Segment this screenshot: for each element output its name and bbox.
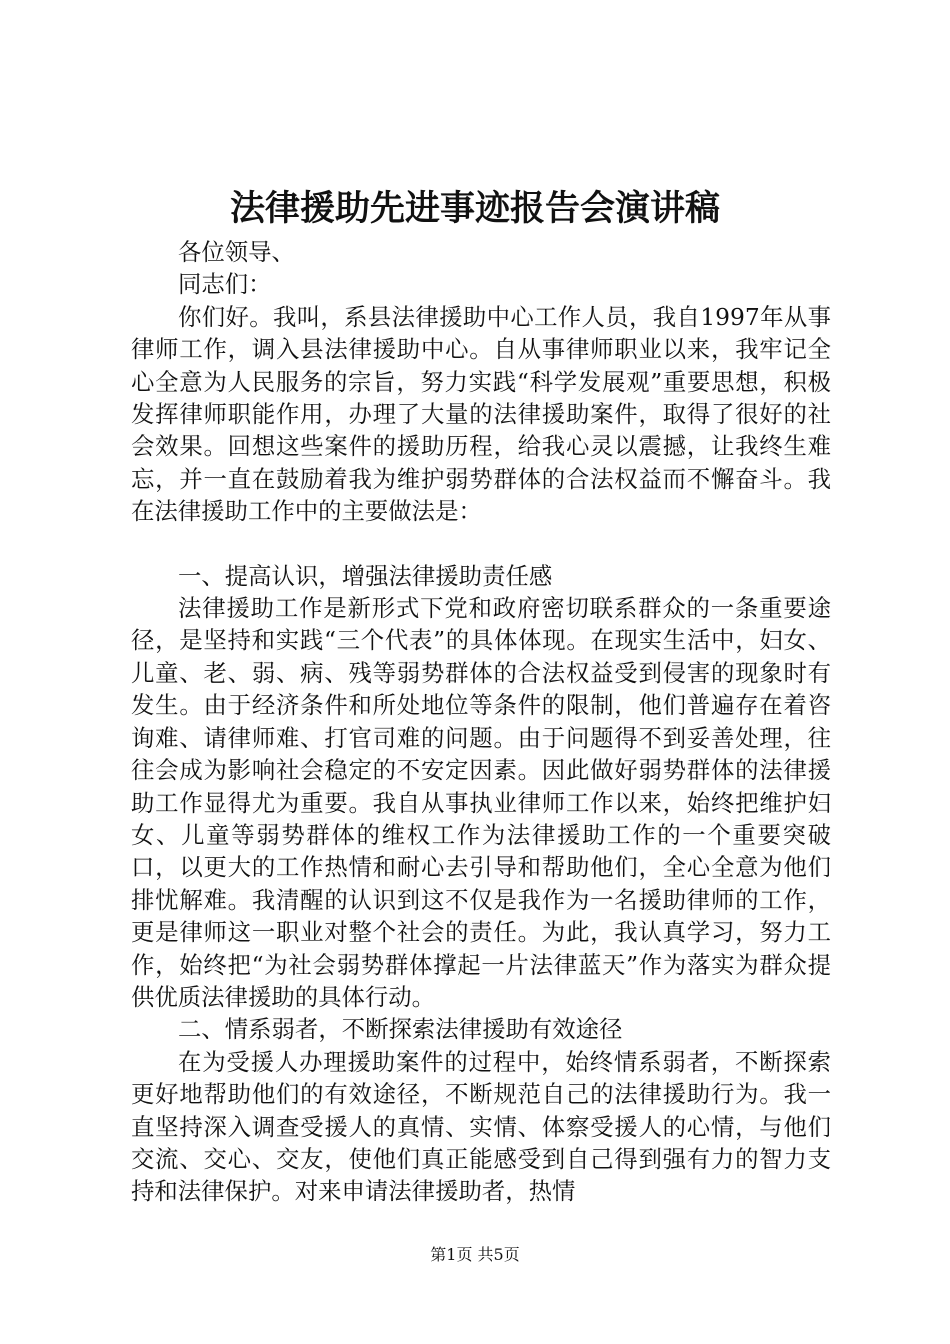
document-body	[131, 236, 831, 1208]
salutation-leaders: 各位领导、	[178, 238, 295, 266]
intro-paragraph: 你们好。我叫，系县法律援助中心工作人员，我自1997年从事律师工作，调入县法律援助中心。自从事律师职业以来，我牢记全心全意为人民服务的宗旨，努力实践“科学发展观”重要思想，积极发挥律师职能作用，办理了大量的法律援助案件，取得了很好的社会效果。回想这些案件的援助历程，给我心灵以震撼，让我终生难忘，并一直在鼓励着我为维护弱势群体的合法权益而不懈奋斗。我在法律援助工作中的主要做法是：	[131, 302, 831, 526]
section-1-heading: 一、提高认识，增强法律援助责任感	[178, 561, 553, 590]
page-number-footer: 第1页 共5页	[430, 1245, 520, 1264]
section-2-paragraph: 在为受援人办理援助案件的过程中，始终情系弱者，不断探索更好地帮助他们的有效途径，不断规范自己的法律援助行为。我一直坚持深入调查受援人的真情、实情、体察受援人的心情，与他们交流、交心、交友，使他们真正能感受到自己得到强有力的智力支持和法律保护。对来申请法律援助者，热情	[131, 1047, 831, 1206]
paragraph-spacer	[131, 528, 831, 560]
document-title: 法律援助先进事迹报告会演讲稿	[229, 188, 720, 229]
section-1-paragraph: 法律援助工作是新形式下党和政府密切联系群众的一条重要途径，是坚持和实践“三个代表”的具体体现。在现实生活中，妇女、儿童、老、弱、病、残等弱势群体的合法权益受到侵害的现象时有发生。由于经济条件和所处地位等条件的限制，他们普遍存在着咨询难、请律师难、打官司难的问题。由于问题得不到妥善处理，往往会成为影响社会稳定的不安定因素。因此做好弱势群体的法律援助工作显得尤为重要。我自从事执业律师工作以来，始终把维护妇女、儿童等弱势群体的维权工作为法律援助工作的一个重要突破口，以更大的工作热情和耐心去引导和帮助他们，全心全意为他们排忧解难。我清醒的认识到这不仅是我作为一名援助律师的工作，更是律师这一职业对整个社会的责任。为此，我认真学习，努力工作，始终把“为社会弱势群体撑起一片法律蓝天”作为落实为群众提供优质法律援助的具体行动。	[131, 594, 831, 1011]
salutation-comrades: 同志们：	[178, 270, 272, 299]
section-2-heading: 二、情系弱者，不断探索法律援助有效途径	[178, 1015, 623, 1044]
